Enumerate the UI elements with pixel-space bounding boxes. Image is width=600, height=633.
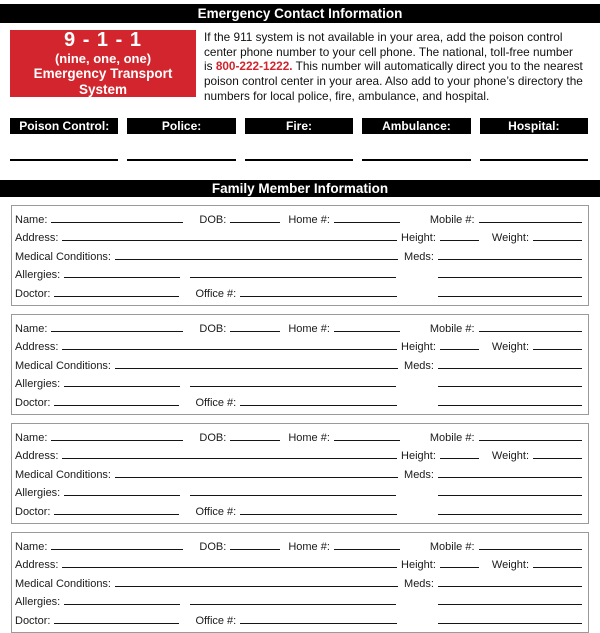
address-label: Address:	[15, 341, 59, 354]
instructions-line: numbers for local police, fire, ambulance, and hospital.	[204, 88, 490, 103]
instructions-text: is	[204, 59, 216, 74]
height-label: Height:	[401, 341, 436, 354]
weight-blank[interactable]	[533, 557, 582, 568]
allergies-extra-blank[interactable]	[190, 267, 396, 278]
name-blank[interactable]	[51, 321, 183, 332]
instructions-line: center phone number to your cell phone. The national, toll-free number	[204, 44, 573, 59]
member-row-1	[15, 321, 582, 340]
home-phone-blank[interactable]	[334, 430, 400, 441]
allergies-extra-blank[interactable]	[190, 376, 396, 387]
poison-control-phone-number: 800-222-1222.	[215, 59, 293, 74]
office-phone-blank[interactable]	[240, 286, 397, 297]
member-row-4	[15, 594, 582, 613]
meds-blank[interactable]	[438, 249, 582, 260]
meds-extra-blank-2[interactable]	[438, 395, 582, 406]
allergies-label: Allergies:	[15, 269, 61, 282]
home-phone-label: Home #:	[288, 431, 330, 444]
dob-label: DOB:	[199, 322, 227, 335]
badge-911-words: (nine, one, one)	[54, 51, 152, 66]
mobile-phone-label: Mobile #:	[429, 322, 475, 335]
address-label: Address:	[15, 559, 59, 572]
medical-conditions-blank[interactable]	[115, 249, 398, 260]
weight-label: Weight:	[491, 341, 529, 354]
contact-label-ambulance: Ambulance:	[362, 118, 470, 134]
address-blank[interactable]	[62, 448, 397, 459]
contact-label-police: Police:	[127, 118, 235, 134]
instructions-line: If the 911 system is not available in your area, add the poison control	[204, 30, 563, 44]
medical-conditions-label: Medical Conditions:	[15, 359, 111, 372]
hospital-blank[interactable]	[480, 159, 588, 161]
medical-conditions-blank[interactable]	[115, 576, 398, 587]
home-phone-blank[interactable]	[334, 212, 400, 223]
height-blank[interactable]	[440, 339, 479, 350]
member-row-5	[15, 395, 582, 414]
mobile-phone-label: Mobile #:	[429, 540, 475, 553]
member-block	[11, 314, 589, 415]
height-label: Height:	[401, 450, 436, 463]
doctor-blank[interactable]	[54, 613, 179, 624]
intro-section	[10, 30, 590, 104]
meds-extra-blank-2[interactable]	[438, 504, 582, 515]
member-row-1	[15, 430, 582, 449]
medical-conditions-label: Medical Conditions:	[15, 250, 111, 263]
medical-conditions-label: Medical Conditions:	[15, 468, 111, 481]
poison-control-blank[interactable]	[10, 159, 118, 161]
instructions-text: This number will automatically direct you to the nearest	[292, 59, 583, 74]
dob-blank[interactable]	[230, 212, 280, 223]
meds-extra-blank[interactable]	[438, 376, 582, 387]
mobile-phone-blank[interactable]	[479, 430, 582, 441]
allergies-extra-blank[interactable]	[190, 594, 396, 605]
allergies-blank[interactable]	[64, 267, 180, 278]
member-row-2	[15, 557, 582, 576]
police-blank[interactable]	[127, 159, 235, 161]
member-row-3	[15, 249, 582, 268]
member-row-4	[15, 376, 582, 395]
member-row-4	[15, 267, 582, 286]
instructions-paragraph	[204, 30, 590, 104]
height-blank[interactable]	[440, 448, 479, 459]
meds-extra-blank-2[interactable]	[438, 613, 582, 624]
dob-blank[interactable]	[230, 430, 280, 441]
weight-blank[interactable]	[533, 448, 582, 459]
dob-label: DOB:	[199, 540, 227, 553]
height-blank[interactable]	[440, 557, 479, 568]
ambulance-blank[interactable]	[362, 159, 470, 161]
family-member-blocks	[0, 205, 600, 633]
allergies-label: Allergies:	[15, 378, 61, 391]
office-phone-label: Office #:	[195, 505, 237, 518]
doctor-blank[interactable]	[54, 504, 179, 515]
weight-label: Weight:	[491, 232, 529, 245]
badge-911-number: 9 - 1 - 1	[64, 29, 142, 51]
member-row-1	[15, 212, 582, 231]
doctor-label: Doctor:	[15, 614, 51, 627]
allergies-extra-blank[interactable]	[190, 485, 396, 496]
home-phone-blank[interactable]	[334, 321, 400, 332]
contact-label-hospital: Hospital:	[480, 118, 588, 134]
dob-blank[interactable]	[230, 539, 280, 550]
mobile-phone-blank[interactable]	[479, 321, 582, 332]
weight-blank[interactable]	[533, 339, 582, 350]
family-section-title: Family Member Information	[0, 180, 600, 197]
home-phone-blank[interactable]	[334, 539, 400, 550]
weight-label: Weight:	[491, 450, 529, 463]
allergies-blank[interactable]	[64, 594, 180, 605]
member-block	[11, 423, 589, 524]
allergies-label: Allergies:	[15, 487, 61, 500]
name-blank[interactable]	[51, 212, 183, 223]
contact-label-poison-control: Poison Control:	[10, 118, 118, 134]
meds-extra-blank[interactable]	[438, 267, 582, 278]
meds-blank[interactable]	[438, 358, 582, 369]
doctor-label: Doctor:	[15, 505, 51, 518]
weight-blank[interactable]	[533, 230, 582, 241]
name-blank[interactable]	[51, 539, 183, 550]
meds-label: Meds:	[404, 577, 434, 590]
office-phone-label: Office #:	[195, 396, 237, 409]
emergency-contact-blanks-row	[10, 159, 588, 161]
badge-transport-label: Emergency Transport System	[33, 66, 173, 97]
medical-conditions-blank[interactable]	[115, 467, 398, 478]
office-phone-blank[interactable]	[240, 395, 397, 406]
meds-label: Meds:	[404, 250, 434, 263]
member-row-1	[15, 539, 582, 558]
dob-label: DOB:	[199, 213, 227, 226]
name-label: Name:	[15, 322, 48, 335]
home-phone-label: Home #:	[288, 213, 330, 226]
fire-blank[interactable]	[245, 159, 353, 161]
name-label: Name:	[15, 431, 48, 444]
member-row-3	[15, 576, 582, 595]
mobile-phone-blank[interactable]	[479, 539, 582, 550]
address-label: Address:	[15, 450, 59, 463]
member-block	[11, 532, 589, 633]
emergency-contact-labels-row	[10, 118, 588, 134]
mobile-phone-blank[interactable]	[479, 212, 582, 223]
medical-conditions-label: Medical Conditions:	[15, 577, 111, 590]
dob-label: DOB:	[199, 431, 227, 444]
member-row-2	[15, 339, 582, 358]
instructions-line	[204, 59, 590, 74]
meds-extra-blank[interactable]	[438, 594, 582, 605]
member-row-2	[15, 230, 582, 249]
doctor-label: Doctor:	[15, 287, 51, 300]
office-phone-label: Office #:	[195, 614, 237, 627]
office-phone-label: Office #:	[195, 287, 237, 300]
home-phone-label: Home #:	[288, 322, 330, 335]
911-badge	[10, 30, 196, 97]
meds-extra-blank[interactable]	[438, 485, 582, 496]
name-label: Name:	[15, 540, 48, 553]
member-row-3	[15, 467, 582, 486]
address-blank[interactable]	[62, 557, 397, 568]
office-phone-blank[interactable]	[240, 613, 397, 624]
allergies-blank[interactable]	[64, 376, 180, 387]
member-row-2	[15, 448, 582, 467]
allergies-blank[interactable]	[64, 485, 180, 496]
weight-label: Weight:	[491, 559, 529, 572]
name-blank[interactable]	[51, 430, 183, 441]
home-phone-label: Home #:	[288, 540, 330, 553]
office-phone-blank[interactable]	[240, 504, 397, 515]
meds-blank[interactable]	[438, 467, 582, 478]
meds-extra-blank-2[interactable]	[438, 286, 582, 297]
member-row-5	[15, 613, 582, 632]
member-row-5	[15, 286, 582, 305]
doctor-blank[interactable]	[54, 286, 179, 297]
member-row-5	[15, 504, 582, 523]
meds-label: Meds:	[404, 468, 434, 481]
allergies-label: Allergies:	[15, 596, 61, 609]
member-row-4	[15, 485, 582, 504]
doctor-blank[interactable]	[54, 395, 179, 406]
height-label: Height:	[401, 232, 436, 245]
height-label: Height:	[401, 559, 436, 572]
member-row-3	[15, 358, 582, 377]
mobile-phone-label: Mobile #:	[429, 431, 475, 444]
height-blank[interactable]	[440, 230, 479, 241]
address-blank[interactable]	[62, 230, 397, 241]
member-block	[11, 205, 589, 306]
contact-label-fire: Fire:	[245, 118, 353, 134]
address-label: Address:	[15, 232, 59, 245]
medical-conditions-blank[interactable]	[115, 358, 398, 369]
name-label: Name:	[15, 213, 48, 226]
page-title: Emergency Contact Information	[0, 4, 600, 23]
address-blank[interactable]	[62, 339, 397, 350]
instructions-line: poison control center in your area. Also add to your phone’s directory the	[204, 74, 583, 89]
meds-blank[interactable]	[438, 576, 582, 587]
mobile-phone-label: Mobile #:	[429, 213, 475, 226]
dob-blank[interactable]	[230, 321, 280, 332]
doctor-label: Doctor:	[15, 396, 51, 409]
meds-label: Meds:	[404, 359, 434, 372]
